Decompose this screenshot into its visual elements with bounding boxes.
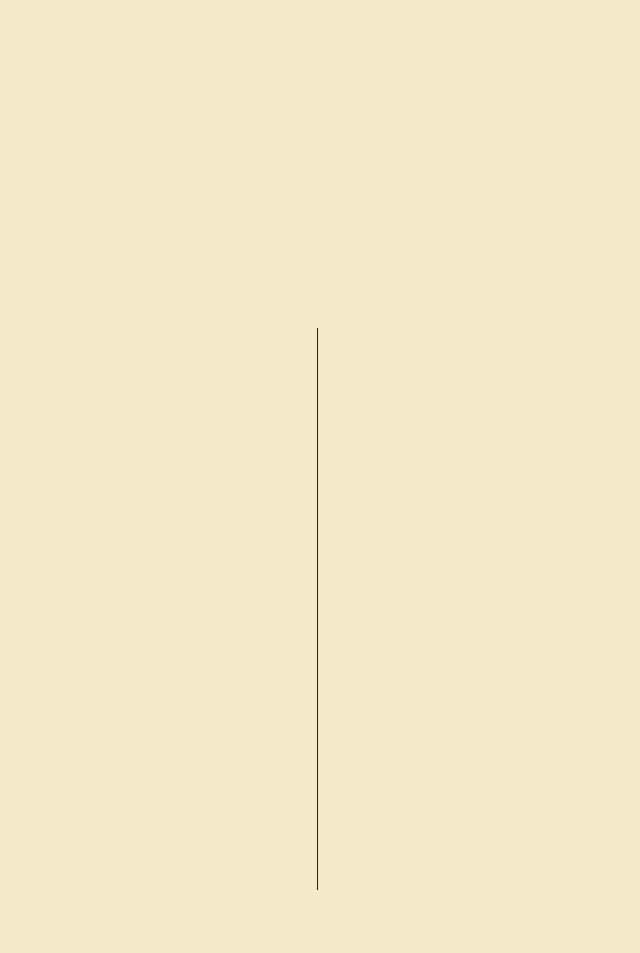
hymn-line bbox=[38, 750, 52, 766]
hymn-593 bbox=[322, 328, 600, 568]
hymn-592 bbox=[38, 572, 314, 888]
hymn-591 bbox=[38, 328, 314, 568]
column-divider bbox=[317, 328, 318, 890]
hymn-line bbox=[38, 440, 52, 456]
hymn-line bbox=[38, 682, 52, 698]
music-score bbox=[36, 84, 604, 324]
hymn-594 bbox=[322, 572, 600, 888]
hymn-line bbox=[38, 508, 52, 524]
hymn-line bbox=[38, 818, 52, 834]
hymn-line bbox=[38, 612, 52, 628]
hymn-line bbox=[38, 372, 52, 388]
